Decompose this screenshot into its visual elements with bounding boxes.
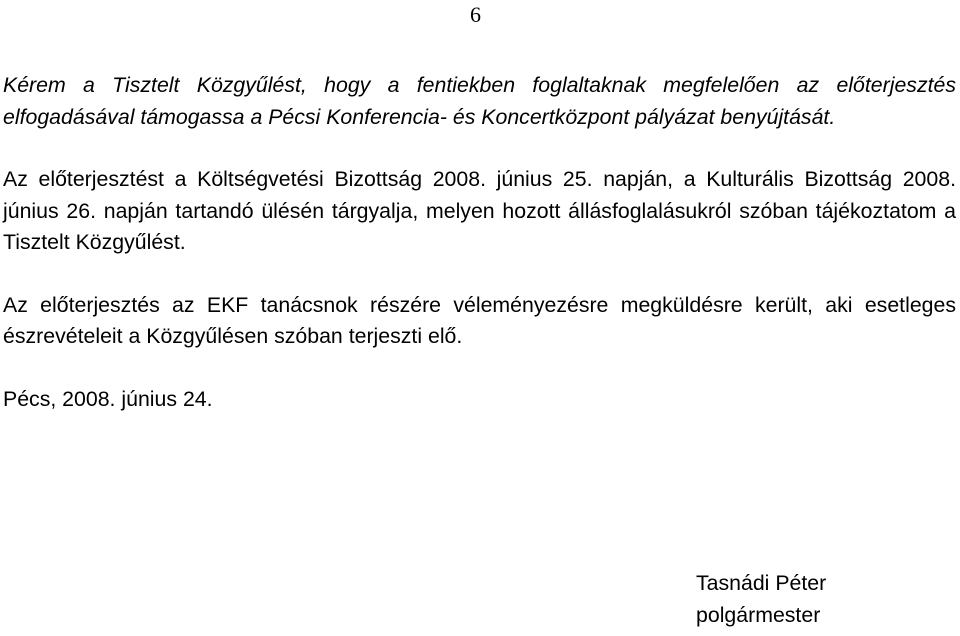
place-date: Pécs, 2008. június 24. (3, 386, 213, 411)
signature-block (696, 568, 826, 631)
request-paragraph: Kérem a Tisztelt Közgyűlést, hogy a fentiekben foglaltaknak megfelelően az előterjesztés elfogadásával támogassa a Pécsi Konferencia- és Koncertközpont pályázat benyújtását. (3, 73, 956, 129)
document-body (3, 70, 956, 415)
signatory-title: polgármester (696, 602, 821, 627)
committee-paragraph: Az előterjesztést a Költségvetési Bizottság 2008. június 25. napján, a Kulturális Bizottság 2008. június 26. napján tartandó ülésén tárgyalja, melyen hozott állásfoglalásukról szóban tájékoztatom a Tisztelt Közgyűlést. (3, 167, 956, 254)
page-number: 6 (470, 2, 481, 27)
ekf-paragraph: Az előterjesztés az EKF tanácsnok részére véleményezésre megküldésre került, aki esetleges észrevételeit a Közgyűlésen szóban terjeszti elő. (3, 292, 956, 348)
signatory-name: Tasnádi Péter (696, 571, 827, 595)
